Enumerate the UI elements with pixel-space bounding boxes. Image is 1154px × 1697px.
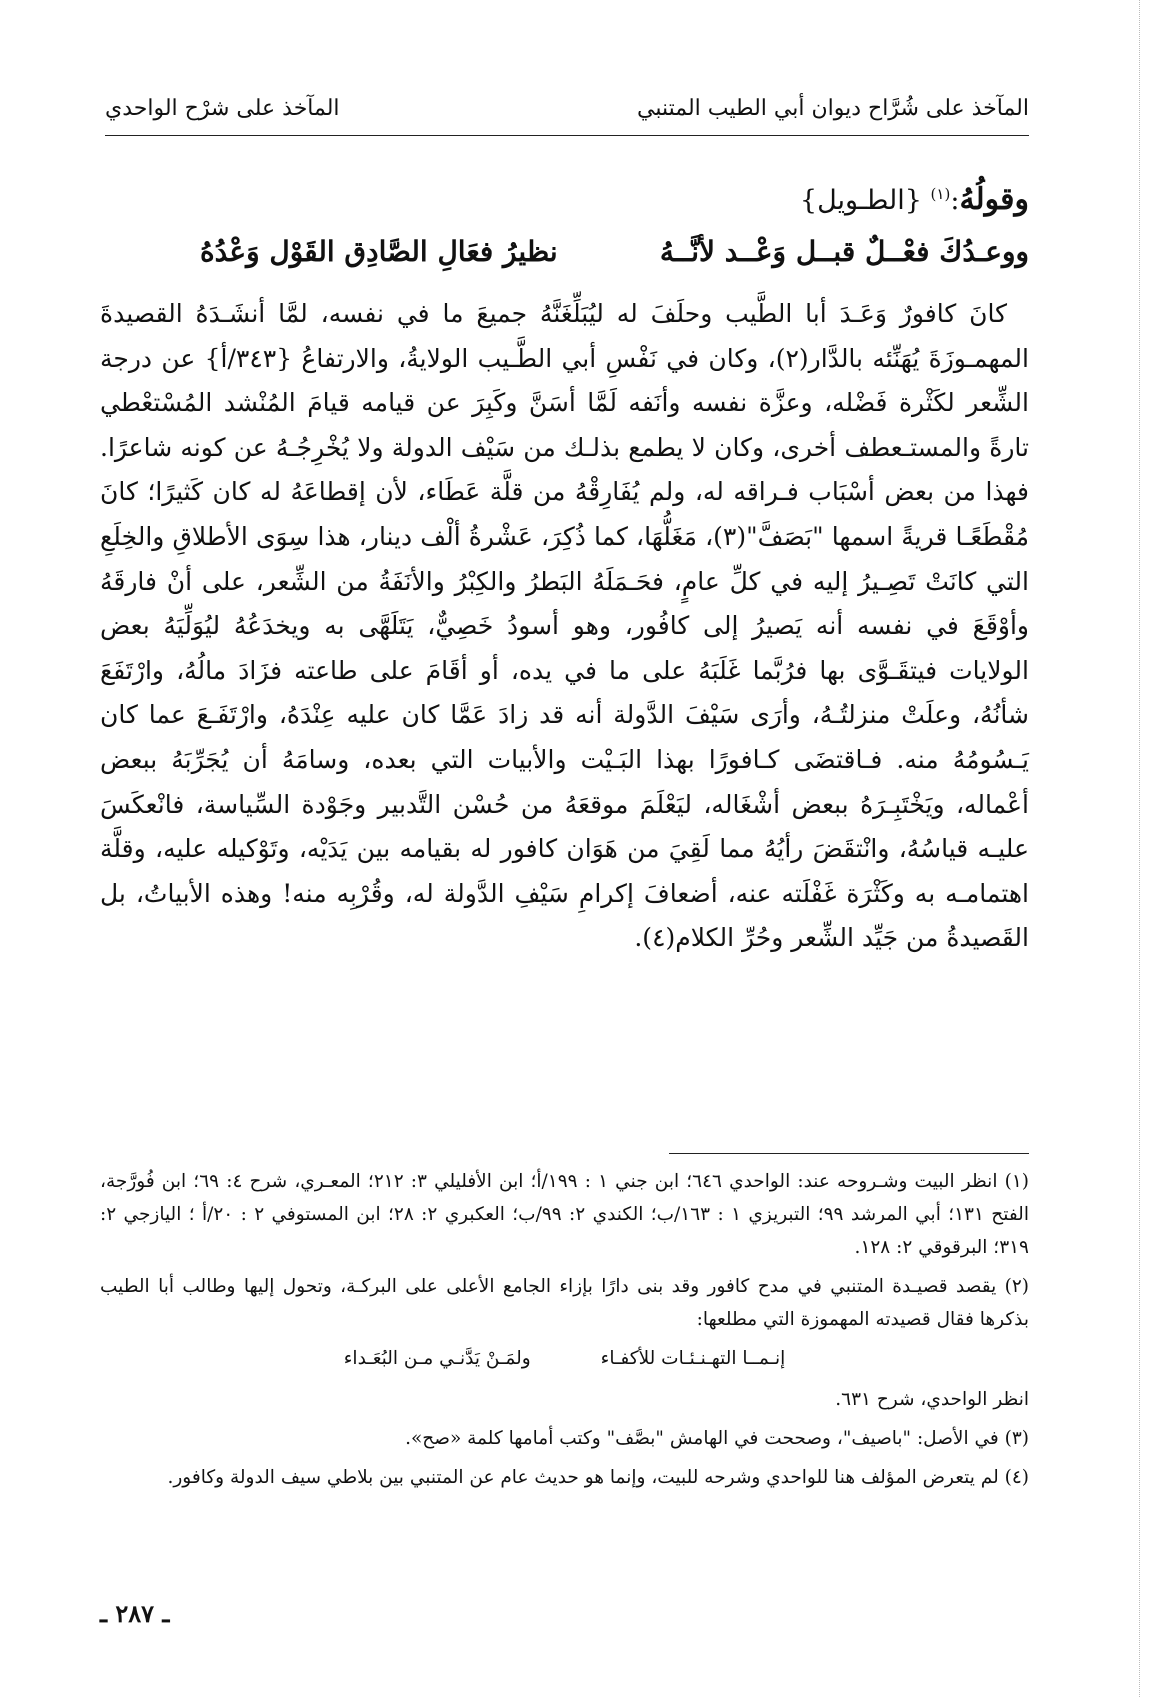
meter-label: {الطـويل} (799, 185, 922, 216)
verse-first-hemistich: ووعـدُكَ فعْــلٌ قبــل وَعْــد لأنَّــهُ (659, 235, 1029, 268)
verse-intro (800, 182, 1029, 217)
header-section-title: المآخذ على شرْح الواحدي (105, 95, 340, 121)
footnotes (100, 1165, 1029, 1500)
page-fold-line (1139, 0, 1140, 1697)
footnote-2-poem (100, 1342, 1029, 1375)
footnote-divider (669, 1153, 1029, 1154)
page-number: ـ ٢٨٧ ـ (100, 1599, 170, 1628)
poetry-verse (200, 235, 1029, 268)
commentary-paragraph: كانَ كافورٌ وَعَـدَ أبا الطَّيب وحلَفَ له ليُبَلِّغَنَّهُ جميعَ ما في نفسه، لمَّا أنشَـدَهُ القصيدةَ المهمـوزَةَ يُهَنِّئه بالدَّار(٢)، وكان في نَفْسِ أبي الطَّـيب الولايةُ، والارتفاعُ {٣٤٣/أ} عن درجة الشِّعر لكَثْرة فَضْله، وعزَّة نفسه وأنَفه لَمَّا أسَنَّ وكَبِرَ عن قيامه قيامَ المُنْشد المُسْتعْطي تارةً والمستـعطف أخرى، وكان لا يطمع بذلـك من سَيْف الدولة ولا يُخْرِجُـهُ عن كونه شاعرًا. فهذا من بعض أسْبَاب فـراقه له، ولم يُفَارِقْهُ من قلَّة عَطَاء، لأن إقطاعَهُ له كان كَثيرًا؛ كانَ مُقْطَعًـا قريةً اسمها "بَصَفَّ"(٣)، مَغَلُّهَا، كما ذُكِرَ، عَشْرةُ ألْف دينار، هذا سِوَى الأطلاقِ والخِلَعِ التي كانَتْ تَصِـيرُ إليه في كلِّ عامٍ، فحَـمَلَهُ البَطرُ والكِبْرُ والأنَفَةُ من الشِّعر، على أنْ فارقَهُ وأوْقَعَ في نفسه أنه يَصيرُ إلى كافُور، وهو أسودُ خَصِيٌّ، يَتَلَهَّى به ويخدَعُهُ ليُوَلِّيَهُ بعض الولايات فيتقَـوَّى بها فرُبَّما غَلَبَهُ على ما في يده، أو أقَامَ على طاعته فزَادَ مالُهُ، وارْتَفَعَ شأنُهُ، وعلَتْ منزلتُـهُ، وأرَى سَيْفَ الدَّولة أنه قد زادَ عَمَّا كان عليه عِنْدَهُ، وارْتَفَـعَ عما كان يَـسُومُهُ منه. فـاقتضَى كـافورًا بهذا البَـيْت والأبيات التي بعده، وسامَهُ أن يُجَرِّبَهُ ببعض أعْماله، ويَخْتَبِـرَهُ ببعض أشْغَاله، ليَعْلَمَ موقعَهُ من حُسْن التَّدبير وجَوْدة السِّياسة، فانْعكَسَ عليـه قياسُهُ، وانْتقَضَ رأيُهُ مما لَقِيَ من هَوَان كافور له بقيامه بين يَدَيْه، وتَوْكيله عليه، وقلَّة اهتمامـه به وكَثْرَة غَفْلَته عنه، أضعافَ إكرامِ سَيْفِ الدَّولة له، وقُرْبِه منه! وهذه الأبياتُ، بل القَصيدةُ من جَيِّد الشِّعر وحُرِّ الكلام(٤). (100, 299, 1030, 953)
footnote-2-reference: انظر الواحدي، شرح ٦٣١. (835, 1389, 1029, 1410)
verse-second-hemistich: نظيرُ فعَالِ الصَّادِق القَوْل وَعْدُهُ (200, 235, 558, 268)
footnote-4: (٤) لم يتعرض المؤلف هنا للواحدي وشرحه للبيت، وإنما هو حديث عام عن المتنبي بين بلاطي سيف الدولة وكافور. (167, 1467, 1029, 1488)
commentary-body (100, 292, 1029, 961)
intro-colon: : (950, 185, 960, 216)
footnote-ref-1: (١) (930, 185, 951, 203)
footnote-3: (٣) في الأصل: "باصيف"، وصححت في الهامش "بصَّف" وكتب أمامها كلمة «صح». (405, 1428, 1029, 1449)
header-book-title: المآخذ على شُرَّاح ديوان أبي الطيب المتنبي (637, 95, 1029, 121)
running-header (105, 88, 1029, 128)
header-divider (105, 135, 1029, 136)
footnote-2: (٢) يقصد قصيـدة المتنبي في مدح كافور وقد بنى دارًا بإزاء الجامع الأعلى على البركـة، وتحول إليها وطالب أبا الطيب بذكرها فقال قصيدته المهموزة التي مطلعها: (100, 1276, 1029, 1330)
poem-first-hemistich: إنـمــا التهـنـئـات للأكفـاء (600, 1348, 786, 1369)
intro-lead: وقولُهُ (959, 182, 1029, 217)
poem-second-hemistich: ولمَـنْ يَدَّنـي مـن البُعَـداء (343, 1348, 531, 1369)
footnote-1: (١) انظر البيت وشـروحه عند: الواحدي ٦٤٦؛ ابن جني ١ : ١٩٩/أ؛ ابن الأفليلي ٣: ٢١٢؛ المعـري، شرح ٤: ٦٩؛ ابن فُورَّجة، الفتح ١٣١؛ أبي المرشد ٩٩؛ التبريزي ١ : ١٦٣/ب؛ الكندي ٢: ٩٩/ب؛ العكبري ٢: ٢٨؛ ابن المستوفي ٢ : ٢٠/أ ؛ اليازجي ٢: ٣١٩؛ البرقوقي ٢: ١٢٨. (100, 1171, 1029, 1258)
